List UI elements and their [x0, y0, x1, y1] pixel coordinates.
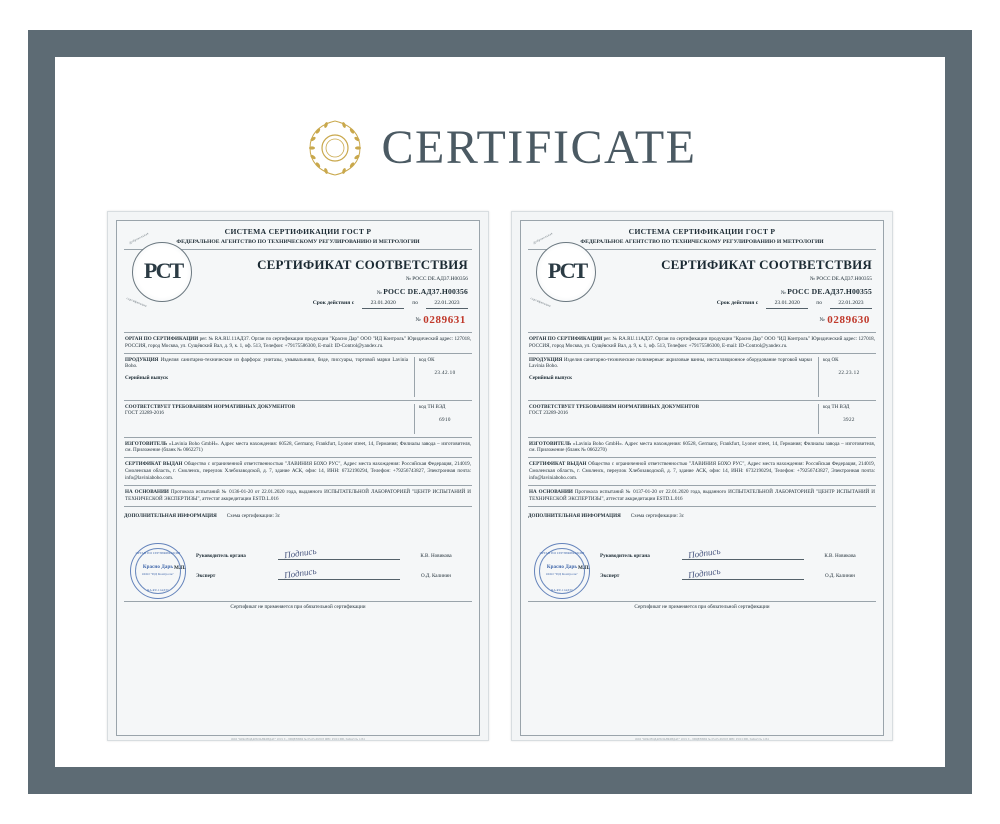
- registration-number-label: №: [415, 316, 422, 323]
- basis-text: Протокола испытаний № 0136-01-20 от 22.01.2020 года, выданного ИСПЫТАТЕЛЬНОЙ ЛАБОРАТОРИЕЙ "ЦЕНТР ИСПЫТАНИЙ И ТЕХНИЧЕСКОЙ ЭКСПЕРТИЗЫ", аттестат аккредитации ESTD.L.016: [125, 488, 471, 502]
- gost-logo-text: РСТ: [143, 258, 183, 283]
- gost-r-logo-icon: [124, 230, 202, 308]
- additional-info-text: Схема сертификации: 3с: [630, 512, 684, 519]
- validity-row: [206, 300, 472, 309]
- basis-label: НА ОСНОВАНИИ: [125, 488, 169, 495]
- registration-number-value: 0289631: [423, 313, 466, 326]
- valid-to-label: по: [816, 300, 822, 307]
- page-title: CERTIFICATE: [381, 121, 697, 174]
- signature-row-head: [196, 545, 468, 560]
- product-section: [124, 354, 472, 401]
- head-signature-line: [278, 545, 400, 560]
- basis-section: [528, 486, 876, 507]
- additional-info-label: ДОПОЛНИТЕЛЬНАЯ ИНФОРМАЦИЯ: [124, 512, 217, 519]
- head-signature-mark: Подпись: [687, 545, 722, 560]
- stamp-center-text: Красно Дарь: [142, 564, 174, 570]
- registration-number-label: №: [819, 316, 826, 323]
- stamp-top-text: ОРГАН ПО СЕРТИФИКАЦИИ: [539, 550, 585, 555]
- microprint-text: ООО "КРАСНОДАРБЛАНКИЗДАТ" 2019 Г., ЛИЦЕНЗИЯ № 05-05-09/003 ФНС РОССИИ, ЗАКАЗ № 1234: [635, 737, 769, 741]
- tnved-label: код ТН ВЭД: [823, 403, 850, 410]
- mp-label: М.П.: [174, 564, 186, 571]
- serial-label: Серийный выпуск: [125, 375, 169, 382]
- tnved-code: 3922: [843, 417, 855, 424]
- certification-body-section: [528, 333, 876, 354]
- manufacturer-text: «Lavinia Boho GmbH». Адрес места нахождения: 60528, Germany, Frankfurt, Lyoner street, 14, Германия; Филиалы завода – изготовителя, см. Приложение (бланк № 0662271): [125, 440, 471, 454]
- certificate-body: [520, 220, 884, 741]
- issued-to-label: СЕРТИФИКАТ ВЫДАН: [125, 461, 183, 468]
- product-section: [528, 354, 876, 401]
- inner-white-area: [61, 63, 939, 761]
- signature-area: [528, 543, 876, 599]
- issued-to-text: Общество с ограниченной ответственностью "ЛАВИНИЯ БОХО РУС", Адрес места нахождения: Российская Федерация, 214019, Смоленская область, г. Смоленск, переулок Хлебозаводской, д. 7, здание АСК, офис 14, ИНН: 6732190294, Телефон: +79256743827, Электронная почта: info@laviniaboho.com.: [529, 461, 875, 482]
- conformity-section: [124, 401, 472, 438]
- gost-logo-arc-bottom: сертификация: [126, 295, 148, 308]
- signature-row-head: [600, 545, 872, 560]
- expert-signature-line: [682, 565, 804, 580]
- system-line-2: ФЕДЕРАЛЬНОЕ АГЕНТСТВО ПО ТЕХНИЧЕСКОМУ РЕГУЛИРОВАНИЮ И МЕТРОЛОГИИ: [124, 239, 472, 251]
- registration-number: [206, 313, 472, 328]
- conformity-doc: ГОСТ 23289-2016: [125, 410, 164, 417]
- certificate-document[interactable]: [107, 211, 489, 741]
- stamp-center-text: Красно Дарь: [546, 564, 578, 570]
- system-line-1: СИСТЕМА СЕРТИФИКАЦИИ ГОСТ Р: [224, 227, 372, 236]
- gost-r-logo-icon: [528, 230, 606, 308]
- footnote-text: Сертификат не применяется при обязательной сертификации: [528, 601, 876, 611]
- certificate-number: РОСС DE.АД37.Н00356: [383, 287, 468, 297]
- certificate-body: [116, 220, 480, 741]
- microprint-text: ООО "КРАСНОДАРБЛАНКИЗДАТ" 2019 Г., ЛИЦЕНЗИЯ № 05-05-09/003 ФНС РОССИИ, ЗАКАЗ № 1234: [231, 737, 365, 741]
- product-text: Изделия санитарно-технические полимерные: акриловые ванны, инсталляционное оборудование торговой марки Lavinia Boho.: [529, 356, 812, 370]
- expert-signature-line: [278, 565, 400, 580]
- head-signature-mark: Подпись: [283, 545, 318, 560]
- stamp-bottom-text: RA.RU.11АД37: [147, 587, 169, 592]
- signature-row-expert: [600, 565, 872, 580]
- valid-from-date: 23.01.2020: [766, 300, 808, 309]
- laurel-wreath-seal-icon: [304, 117, 366, 179]
- tnved-label: код ТН ВЭД: [419, 403, 446, 410]
- registration-number: [610, 313, 876, 328]
- mp-label: М.П.: [578, 564, 590, 571]
- ok-code-value: 23.42.10: [434, 370, 456, 377]
- issued-to-label: СЕРТИФИКАТ ВЫДАН: [529, 461, 587, 468]
- system-line-2: ФЕДЕРАЛЬНОЕ АГЕНТСТВО ПО ТЕХНИЧЕСКОМУ РЕГУЛИРОВАНИЮ И МЕТРОЛОГИИ: [528, 239, 876, 251]
- ok-code-value: 22.23.12: [838, 370, 860, 377]
- stamp-company-text: ООО "ИД Контроль": [142, 571, 174, 576]
- serial-label: Серийный выпуск: [529, 375, 573, 382]
- expert-signature-name: О.Д. Калинин: [420, 572, 452, 579]
- validity-label: Срок действия с: [312, 300, 355, 307]
- stamp-bottom-text: RA.RU.11АД37: [551, 587, 573, 592]
- gost-logo-arc-top: Добровольная: [128, 230, 150, 245]
- expert-signature-label: Эксперт: [196, 572, 216, 579]
- white-mat: [55, 57, 945, 767]
- gost-logo-arc-top: Добровольная: [532, 230, 554, 245]
- expert-signature-name: О.Д. Калинин: [824, 572, 856, 579]
- expert-signature-label: Эксперт: [600, 572, 620, 579]
- head-signature-label: Руководитель органа: [600, 552, 650, 559]
- certification-body-text: рег. № RA.RU.11АД37. Орган по сертификации продукции "Красно Дар" ООО "ИД Контроль" Юридический адрес: 127018, РОССИЯ, город Москва, ул. Сущёвский Вал, д. 9, к. 1, оф. 513, Телефон: +79175586300, E-mail: ID-Control@yandex.ru.: [125, 335, 471, 349]
- document-title: СЕРТИФИКАТ СООТВЕТСТВИЯ: [257, 257, 468, 273]
- certification-body-label: ОРГАН ПО СЕРТИФИКАЦИИ: [125, 335, 199, 342]
- product-label: ПРОДУКЦИЯ: [529, 356, 563, 363]
- head-signature-name: К.В. Новикова: [420, 552, 452, 559]
- number-label: №: [780, 290, 786, 297]
- ok-code-label: код ОК: [823, 356, 839, 363]
- system-line-1: СИСТЕМА СЕРТИФИКАЦИИ ГОСТ Р: [628, 227, 776, 236]
- conformity-label: СООТВЕТСТВУЕТ ТРЕБОВАНИЯМ НОРМАТИВНЫХ ДОКУМЕНТОВ: [125, 403, 296, 410]
- certificate-document[interactable]: [511, 211, 893, 741]
- registration-number-value: 0289630: [827, 313, 870, 326]
- valid-from-date: 23.01.2020: [362, 300, 404, 309]
- issued-to-section: [528, 458, 876, 486]
- conformity-doc: ГОСТ 23289-2016: [529, 410, 568, 417]
- additional-info-section: [124, 507, 472, 539]
- blank-number: № РОСС DE.АД37.Н00355: [809, 275, 872, 282]
- certification-body-section: [124, 333, 472, 354]
- issued-to-section: [124, 458, 472, 486]
- valid-to-date: 22.01.2023: [830, 300, 872, 309]
- valid-to-label: по: [412, 300, 418, 307]
- validity-label: Срок действия с: [716, 300, 759, 307]
- manufacturer-text: «Lavinia Boho GmbH». Адрес места нахождения: 60528, Germany, Frankfurt, Lyoner street, 14, Германия; Филиалы завода – изготовителя, см. Приложение (бланк № 0662270): [529, 440, 875, 454]
- stamp-company-text: ООО "ИД Контроль": [546, 571, 578, 576]
- footnote-text: Сертификат не применяется при обязательной сертификации: [124, 601, 472, 611]
- product-text: Изделия санитарно-технические из фарфора: унитазы, умывальники, биде, писсуары, торговой марки Lavinia Boho.: [125, 356, 408, 370]
- document-title: СЕРТИФИКАТ СООТВЕТСТВИЯ: [661, 257, 872, 273]
- additional-info-text: Схема сертификации: 3с: [226, 512, 280, 519]
- certificate-number: РОСС DE.АД37.Н00355: [787, 287, 872, 297]
- signature-row-expert: [196, 565, 468, 580]
- manufacturer-label: ИЗГОТОВИТЕЛЬ: [529, 440, 572, 447]
- conformity-section: [528, 401, 876, 438]
- additional-info-label: ДОПОЛНИТЕЛЬНАЯ ИНФОРМАЦИЯ: [528, 512, 621, 519]
- additional-info-section: [528, 507, 876, 539]
- manufacturer-label: ИЗГОТОВИТЕЛЬ: [125, 440, 168, 447]
- manufacturer-section: [528, 438, 876, 459]
- conformity-label: СООТВЕТСТВУЕТ ТРЕБОВАНИЯМ НОРМАТИВНЫХ ДОКУМЕНТОВ: [529, 403, 700, 410]
- basis-section: [124, 486, 472, 507]
- outer-frame: [28, 30, 972, 794]
- expert-signature-mark: Подпись: [687, 565, 722, 580]
- basis-label: НА ОСНОВАНИИ: [529, 488, 573, 495]
- certification-body-label: ОРГАН ПО СЕРТИФИКАЦИИ: [529, 335, 603, 342]
- certification-body-text: рег. № RA.RU.11АД37. Орган по сертификации продукции "Красно Дар" ООО "ИД Контроль" Юридический адрес: 127018, РОССИЯ, город Москва, ул. Сущёвский Вал, д. 9, к. 1, оф. 513, Телефон: +79175586300, E-mail: ID-Control@yandex.ru.: [529, 335, 875, 349]
- validity-row: [610, 300, 876, 309]
- blank-number: № РОСС DE.АД37.Н00356: [405, 275, 468, 282]
- stamp-top-text: ОРГАН ПО СЕРТИФИКАЦИИ: [135, 550, 181, 555]
- gost-logo-arc-bottom: сертификация: [530, 295, 552, 308]
- valid-to-date: 22.01.2023: [426, 300, 468, 309]
- manufacturer-section: [124, 438, 472, 459]
- signature-area: [124, 543, 472, 599]
- basis-text: Протокола испытаний № 0137-01-20 от 22.01.2020 года, выданного ИСПЫТАТЕЛЬНОЙ ЛАБОРАТОРИЕЙ "ЦЕНТР ИСПЫТАНИЙ И ТЕХНИЧЕСКОЙ ЭКСПЕРТИЗЫ", аттестат аккредитации ESTD.L.016: [529, 488, 875, 502]
- number-label: №: [376, 290, 382, 297]
- ok-code-label: код ОК: [419, 356, 435, 363]
- head-signature-label: Руководитель органа: [196, 552, 246, 559]
- certificate-header: [61, 117, 939, 179]
- gost-logo-text: РСТ: [547, 258, 587, 283]
- product-label: ПРОДУКЦИЯ: [125, 356, 159, 363]
- head-signature-name: К.В. Новикова: [824, 552, 856, 559]
- issued-to-text: Общество с ограниченной ответственностью "ЛАВИНИЯ БОХО РУС", Адрес места нахождения: Российская Федерация, 214019, Смоленская область, г. Смоленск, переулок Хлебозаводской, д. 7, здание АСК, офис 14, ИНН: 6732190294, Телефон: +79256743827, Электронная почта: info@laviniaboho.com.: [125, 461, 471, 482]
- certificates-container: [107, 211, 893, 741]
- tnved-code: 6910: [439, 417, 451, 424]
- expert-signature-mark: Подпись: [283, 565, 318, 580]
- head-signature-line: [682, 545, 804, 560]
